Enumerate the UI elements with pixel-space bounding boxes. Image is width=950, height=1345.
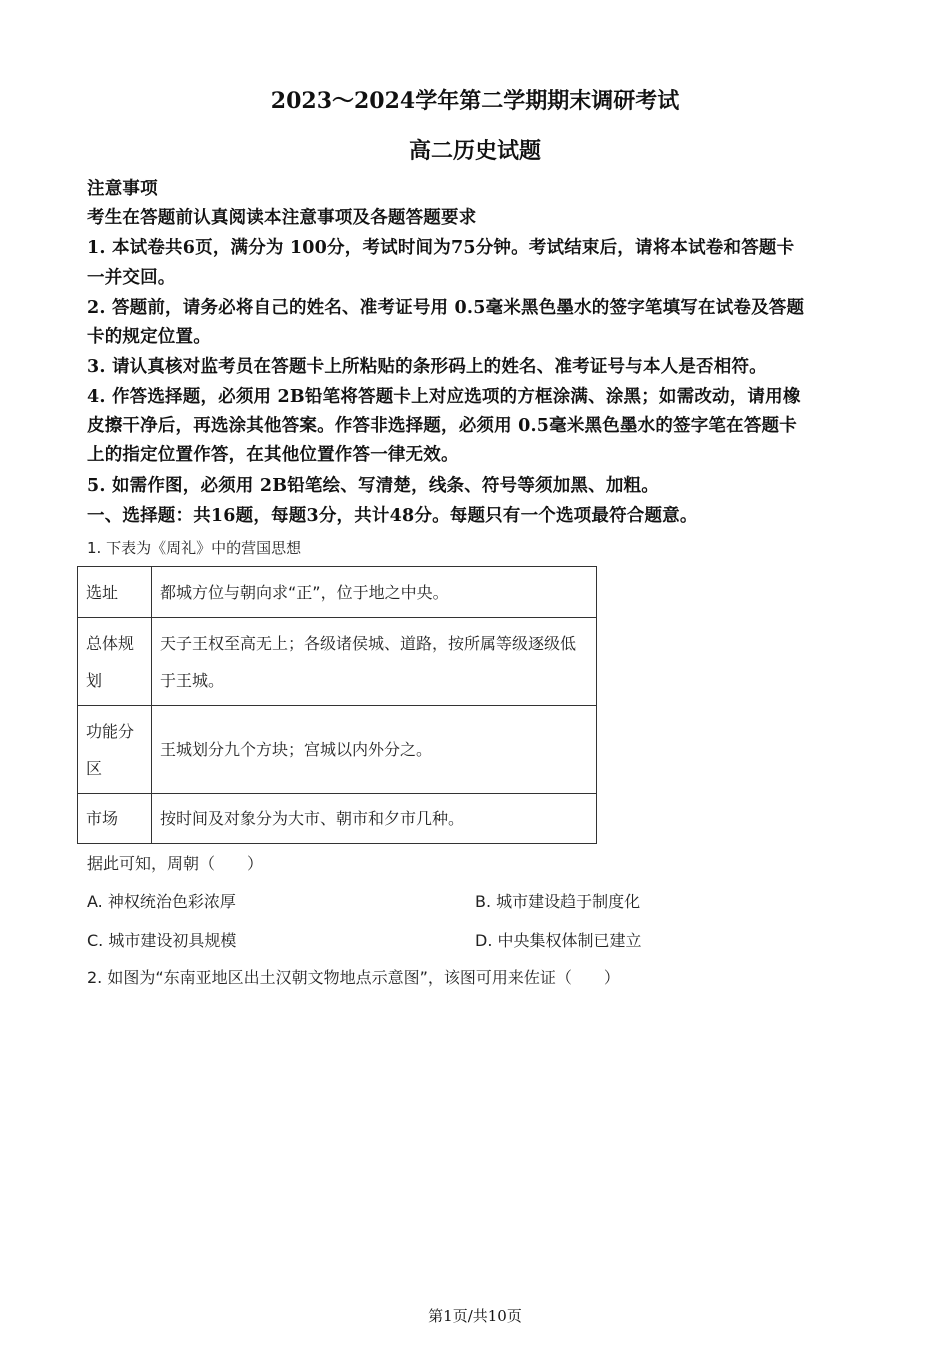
question-2-stem: 2. 如图为“东南亚地区出土汉朝文物地点示意图”，该图可用来佐证（ ） [87, 968, 620, 987]
table-cell: 按时间及对象分为大市、朝市和夕市几种。 [152, 794, 597, 844]
table-header-cell: 功能分区 [78, 706, 152, 794]
notice-line: 5. 如需作图，必须用 2B铅笔绘、写清楚，线条、符号等须加黑、加粗。 [87, 476, 659, 496]
notice-line: 卡的规定位置。 [87, 327, 211, 347]
notice-line: 一并交回。 [87, 268, 176, 288]
notice-line: 皮擦干净后，再选涂其他答案。作答非选择题，必须用 0.5毫米黑色墨水的签字笔在答题卡 [87, 416, 797, 436]
option-d: D. 中央集权体制已建立 [475, 931, 642, 950]
table-row [78, 794, 597, 844]
table-row [78, 618, 597, 706]
notice-line: 4. 作答选择题，必须用 2B铅笔将答题卡上对应选项的方框涂满、涂黑；如需改动，请用橡 [87, 387, 801, 407]
option-c: C. 城市建设初具规模 [87, 931, 237, 950]
table-header-cell: 市场 [78, 794, 152, 844]
notice-line: 上的指定位置作答，在其他位置作答一律无效。 [87, 445, 459, 465]
question-1-prompt: 据此可知，周朝（ ） [87, 854, 264, 873]
notice-line: 考生在答题前认真阅读本注意事项及各题答题要求 [87, 208, 477, 228]
notice-heading: 注意事项 [87, 179, 158, 199]
table-header-cell: 选址 [78, 567, 152, 618]
exam-subtitle: 高二历史试题 [408, 138, 541, 164]
option-b: B. 城市建设趋于制度化 [475, 892, 641, 911]
question-1-stem: 1. 下表为《周礼》中的营国思想 [87, 539, 302, 557]
table-cell: 天子王权至高无上；各级诸侯城、道路，按所属等级逐级低于王城。 [152, 618, 597, 706]
notice-line: 3. 请认真核对监考员在答题卡上所粘贴的条形码上的姓名、准考证号与本人是否相符。 [87, 357, 767, 377]
table-header-cell: 总体规划 [78, 618, 152, 706]
table-cell: 都城方位与朝向求“正”，位于地之中央。 [152, 567, 597, 618]
table-row [78, 706, 597, 794]
page-footer: 第1页/共10页 [428, 1307, 522, 1325]
zhouli-table [77, 566, 597, 844]
exam-title: 2023～2024学年第二学期期末调研考试 [270, 88, 680, 114]
option-a: A. 神权统治色彩浓厚 [87, 892, 236, 911]
notice-line: 1. 本试卷共6页，满分为 100分，考试时间为75分钟。考试结束后，请将本试卷和答题卡 [87, 238, 795, 258]
notice-line: 2. 答题前，请务必将自己的姓名、准考证号用 0.5毫米黑色墨水的签字笔填写在试卷及答题 [87, 298, 805, 318]
table-cell: 王城划分九个方块；宫城以内外分之。 [152, 706, 597, 794]
table-row [78, 567, 597, 618]
section-heading: 一、选择题：共16题，每题3分，共计48分。每题只有一个选项最符合题意。 [87, 506, 698, 526]
